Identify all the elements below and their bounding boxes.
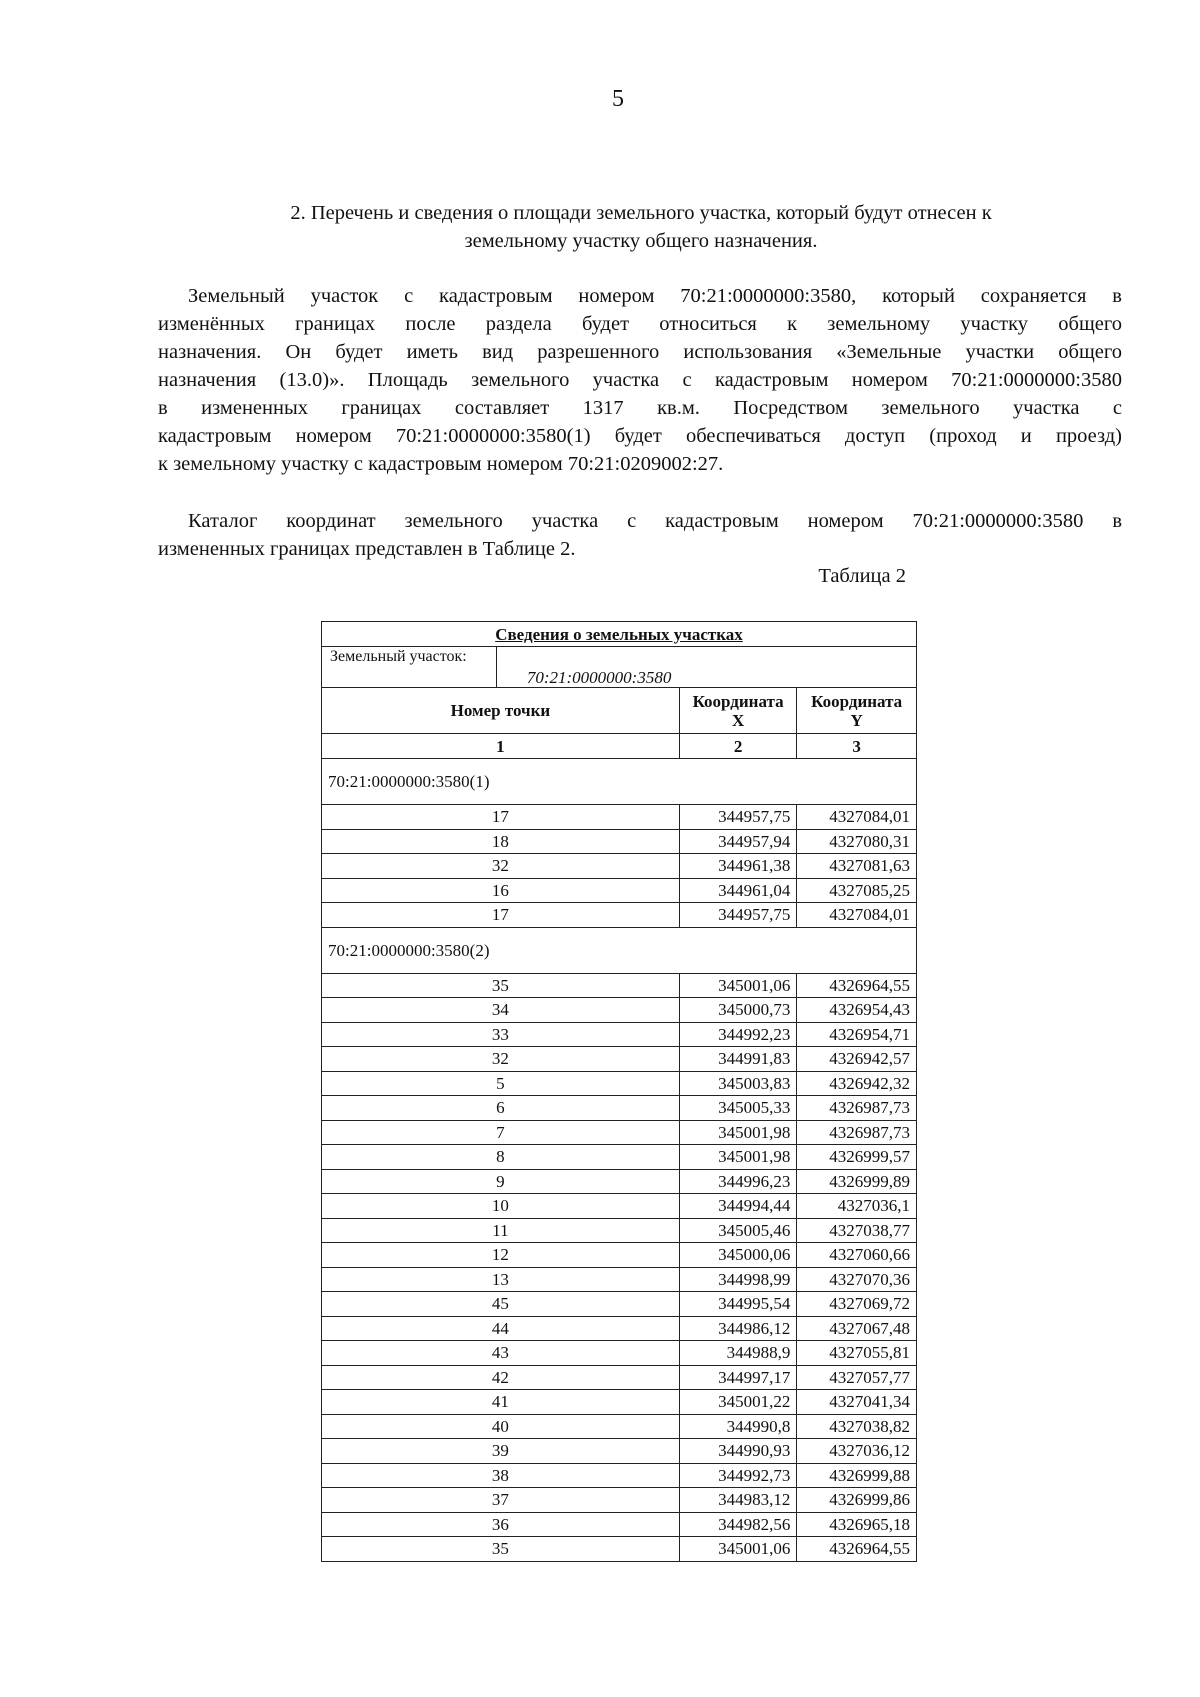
coord-y: 4326954,43 xyxy=(797,998,917,1023)
coord-y: 4327084,01 xyxy=(797,903,917,928)
plot-label: Земельный участок: xyxy=(322,647,497,687)
table-row xyxy=(322,1169,917,1194)
coord-y: 4327067,48 xyxy=(797,1316,917,1341)
table-row xyxy=(322,1341,917,1366)
coord-x: 344957,94 xyxy=(679,829,797,854)
coord-y: 4327038,77 xyxy=(797,1218,917,1243)
point-number: 32 xyxy=(322,854,680,879)
text-line: назначения (13.0)». Площадь земельного участка с кадастровым номером 70:21:0000000:3580 xyxy=(158,369,1122,391)
table-row xyxy=(322,1365,917,1390)
section-heading xyxy=(160,199,1122,255)
paragraph-plot-description xyxy=(158,282,1122,478)
coord-y: 4327041,34 xyxy=(797,1390,917,1415)
coord-x: 344988,9 xyxy=(679,1341,797,1366)
table-row xyxy=(322,1414,917,1439)
point-number: 33 xyxy=(322,1022,680,1047)
table-row xyxy=(322,1537,917,1562)
heading-line: 2. Перечень и сведения о площади земельного участка, который будут отнесен к xyxy=(290,202,992,224)
point-number: 35 xyxy=(322,973,680,998)
coord-y: 4326999,89 xyxy=(797,1169,917,1194)
point-number: 16 xyxy=(322,878,680,903)
point-number: 17 xyxy=(322,805,680,830)
point-number: 45 xyxy=(322,1292,680,1317)
text-line: кадастровым номером 70:21:0000000:3580(1) будет обеспечиваться доступ (проход и проезд) xyxy=(158,425,1122,447)
point-number: 17 xyxy=(322,903,680,928)
text-line: к земельному участку с кадастровым номером 70:21:0209002:27. xyxy=(158,453,724,475)
point-number: 34 xyxy=(322,998,680,1023)
table-row xyxy=(322,1390,917,1415)
coord-y: 4327085,25 xyxy=(797,878,917,903)
coord-y: 4327036,12 xyxy=(797,1439,917,1464)
text-line: Каталог координат земельного участка с кадастровым номером 70:21:0000000:3580 в xyxy=(188,510,1122,532)
coord-y: 4327057,77 xyxy=(797,1365,917,1390)
plot-number-cell xyxy=(679,647,916,688)
table-row xyxy=(322,1096,917,1121)
section-name: 70:21:0000000:3580(2) xyxy=(322,927,917,973)
table-row xyxy=(322,1292,917,1317)
table-row xyxy=(322,878,917,903)
coord-y: 4327038,82 xyxy=(797,1414,917,1439)
point-number: 11 xyxy=(322,1218,680,1243)
point-number: 37 xyxy=(322,1488,680,1513)
section-row xyxy=(322,759,917,805)
section-name: 70:21:0000000:3580(1) xyxy=(322,759,917,805)
page-number: 5 xyxy=(612,86,624,112)
coord-x: 345005,33 xyxy=(679,1096,797,1121)
coord-y: 4326987,73 xyxy=(797,1096,917,1121)
coord-y: 4326954,71 xyxy=(797,1022,917,1047)
table-row xyxy=(322,1316,917,1341)
column-number: 1 xyxy=(322,734,680,759)
coord-y: 4326942,57 xyxy=(797,1047,917,1072)
table-row xyxy=(322,1145,917,1170)
coord-y: 4326999,88 xyxy=(797,1463,917,1488)
coord-x: 344992,73 xyxy=(679,1463,797,1488)
point-number: 12 xyxy=(322,1243,680,1268)
point-number: 39 xyxy=(322,1439,680,1464)
point-number: 5 xyxy=(322,1071,680,1096)
table-row xyxy=(322,1194,917,1219)
point-number: 38 xyxy=(322,1463,680,1488)
coord-x: 345001,98 xyxy=(679,1120,797,1145)
point-number: 10 xyxy=(322,1194,680,1219)
coord-y: 4326999,57 xyxy=(797,1145,917,1170)
text-line: измененных границах представлен в Таблице 2. xyxy=(158,538,576,560)
coord-y: 4326987,73 xyxy=(797,1120,917,1145)
coord-x: 344997,17 xyxy=(679,1365,797,1390)
point-number: 32 xyxy=(322,1047,680,1072)
coord-x: 344998,99 xyxy=(679,1267,797,1292)
coord-x: 344992,23 xyxy=(679,1022,797,1047)
point-number: 44 xyxy=(322,1316,680,1341)
coord-y: 4326965,18 xyxy=(797,1512,917,1537)
coord-x: 344961,04 xyxy=(679,878,797,903)
coord-y: 4326999,86 xyxy=(797,1488,917,1513)
table-row xyxy=(322,1243,917,1268)
point-number: 7 xyxy=(322,1120,680,1145)
coord-x: 345001,06 xyxy=(679,1537,797,1562)
coord-y: 4327060,66 xyxy=(797,1243,917,1268)
coord-y: 4327070,36 xyxy=(797,1267,917,1292)
table-row xyxy=(322,1047,917,1072)
plot-label-cell xyxy=(322,647,680,688)
coord-y: 4327080,31 xyxy=(797,829,917,854)
point-number: 43 xyxy=(322,1341,680,1366)
coord-x: 345001,98 xyxy=(679,1145,797,1170)
table-row xyxy=(322,1218,917,1243)
point-number: 41 xyxy=(322,1390,680,1415)
coord-y: 4327069,72 xyxy=(797,1292,917,1317)
coord-x: 345001,06 xyxy=(679,973,797,998)
coord-x: 344994,44 xyxy=(679,1194,797,1219)
table-row xyxy=(322,1512,917,1537)
table-row xyxy=(322,998,917,1023)
point-number: 9 xyxy=(322,1169,680,1194)
paragraph-catalog xyxy=(158,507,1122,563)
text-line: назначения. Он будет иметь вид разрешенного использования «Земельные участки общего xyxy=(158,341,1122,363)
point-number: 8 xyxy=(322,1145,680,1170)
coord-x: 344983,12 xyxy=(679,1488,797,1513)
table-caption: Таблица 2 xyxy=(818,565,906,587)
text-line: изменённых границах после раздела будет относиться к земельному участку общего xyxy=(158,313,1122,335)
header-coord-y: Координата Y xyxy=(797,688,917,734)
plot-number: 70:21:0000000:3580 xyxy=(526,668,672,687)
table-row xyxy=(322,973,917,998)
point-number: 35 xyxy=(322,1537,680,1562)
heading-line: земельному участку общего назначения. xyxy=(464,230,818,252)
section-row xyxy=(322,927,917,973)
coord-x: 345003,83 xyxy=(679,1071,797,1096)
coord-x: 344990,93 xyxy=(679,1439,797,1464)
coord-y: 4327055,81 xyxy=(797,1341,917,1366)
header-coord-x: Координата X xyxy=(679,688,797,734)
coord-x: 344957,75 xyxy=(679,903,797,928)
coord-x: 345001,22 xyxy=(679,1390,797,1415)
point-number: 6 xyxy=(322,1096,680,1121)
coord-y: 4326964,55 xyxy=(797,973,917,998)
text-line: Земельный участок с кадастровым номером 70:21:0000000:3580, который сохраняется в xyxy=(188,285,1122,307)
header-point-number: Номер точки xyxy=(322,688,680,734)
coord-y: 4326964,55 xyxy=(797,1537,917,1562)
coord-x: 345000,06 xyxy=(679,1243,797,1268)
table-row xyxy=(322,854,917,879)
table-row xyxy=(322,903,917,928)
coord-x: 344982,56 xyxy=(679,1512,797,1537)
table-row xyxy=(322,1022,917,1047)
coord-x: 344957,75 xyxy=(679,805,797,830)
table-row xyxy=(322,1120,917,1145)
point-number: 18 xyxy=(322,829,680,854)
table-row xyxy=(322,1463,917,1488)
coord-x: 345000,73 xyxy=(679,998,797,1023)
point-number: 13 xyxy=(322,1267,680,1292)
column-number: 3 xyxy=(797,734,917,759)
coord-y: 4327036,1 xyxy=(797,1194,917,1219)
coord-y: 4327084,01 xyxy=(797,805,917,830)
coord-x: 344996,23 xyxy=(679,1169,797,1194)
table-row xyxy=(322,1488,917,1513)
table-row xyxy=(322,1071,917,1096)
coord-y: 4326942,32 xyxy=(797,1071,917,1096)
coord-x: 344991,83 xyxy=(679,1047,797,1072)
coord-y: 4327081,63 xyxy=(797,854,917,879)
coord-x: 345005,46 xyxy=(679,1218,797,1243)
coord-x: 344986,12 xyxy=(679,1316,797,1341)
text-line: в измененных границах составляет 1317 кв.м. Посредством земельного участка с xyxy=(158,397,1122,419)
point-number: 36 xyxy=(322,1512,680,1537)
point-number: 40 xyxy=(322,1414,680,1439)
coord-x: 344995,54 xyxy=(679,1292,797,1317)
table-row xyxy=(322,1439,917,1464)
point-number: 42 xyxy=(322,1365,680,1390)
coordinates-table xyxy=(321,621,917,1562)
column-number: 2 xyxy=(679,734,797,759)
table-row xyxy=(322,829,917,854)
table-title: Сведения о земельных участках xyxy=(322,622,917,647)
table-row xyxy=(322,1267,917,1292)
table-row xyxy=(322,805,917,830)
coord-x: 344990,8 xyxy=(679,1414,797,1439)
coord-x: 344961,38 xyxy=(679,854,797,879)
